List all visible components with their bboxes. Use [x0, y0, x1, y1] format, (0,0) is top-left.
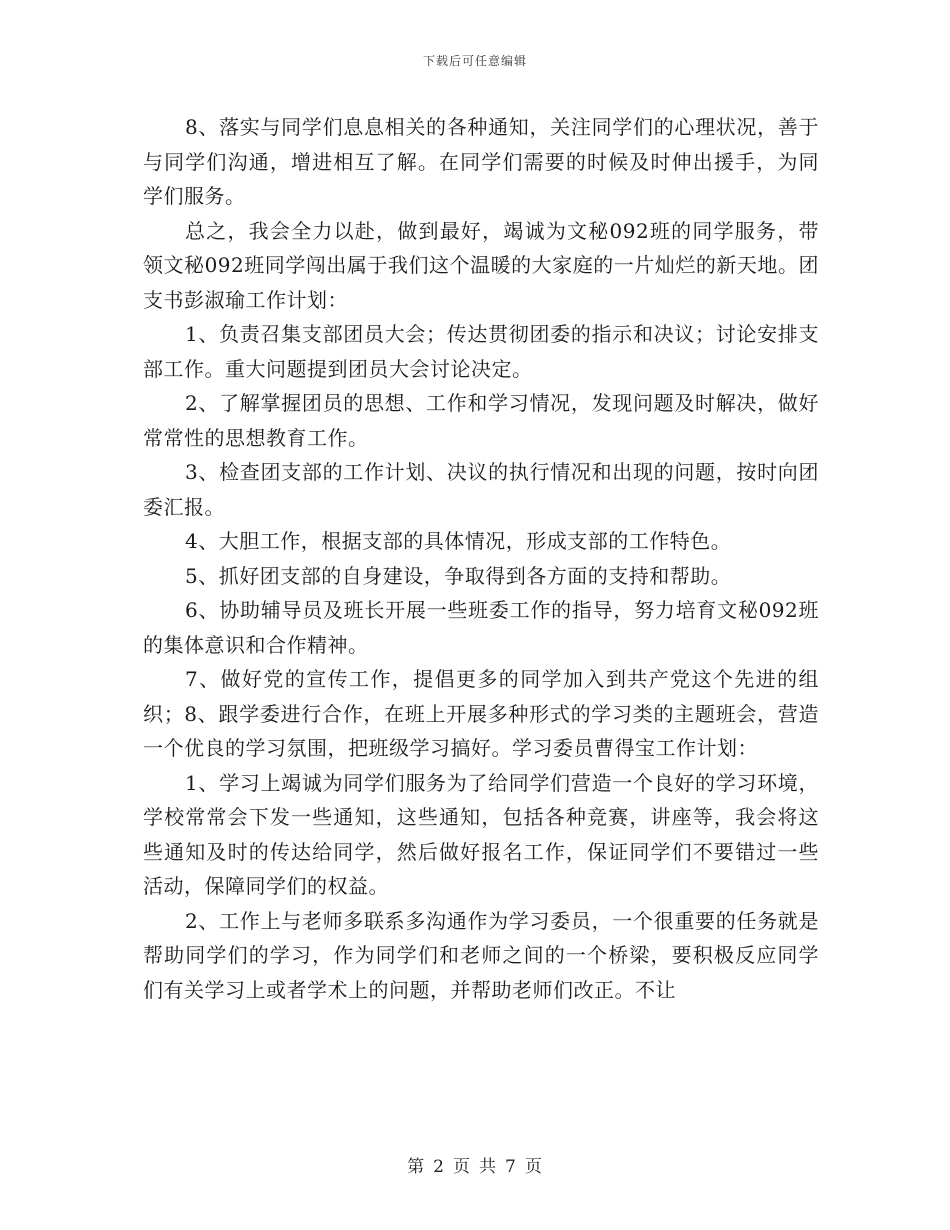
total-pages-number: 7: [505, 1157, 517, 1177]
paragraph: 2、工作上与老师多联系多沟通作为学习委员，一个很重要的任务就是帮助同学们的学习，作为同学们和老师之间的一个桥梁，要积极反应同学们有关学习上或者学术上的问题，并帮助老师们改正。不让: [143, 908, 819, 1002]
paragraph: 8、落实与同学们息息相关的各种通知，关注同学们的心理状况，善于与同学们沟通，增进相互了解。在同学们需要的时候及时伸出援手，为同学们服务。: [143, 115, 819, 208]
footer-page-word: 页: [453, 1157, 471, 1177]
page-header: 下载后可任意编辑: [422, 54, 527, 68]
paragraph: 7、做好党的宣传工作，提倡更多的同学加入到共产党这个先进的组织；8、跟学委进行合作，在班上开展多种形式的学习类的主题班会，营造一个优良的学习氛围，把班级学习搞好。学习委员曹得宝工作计划：: [143, 667, 819, 760]
paragraph: 5、抓好团支部的自身建设，争取得到各方面的支持和帮助。: [185, 563, 732, 588]
paragraph: 总之，我会全力以赴，做到最好，竭诚为文秘092班的同学服务，带领文秘092班同学闯出属于我们这个温暖的大家庭的一片灿烂的新天地。团支书彭淑瑜工作计划：: [143, 218, 819, 312]
footer-prefix: 第: [407, 1157, 426, 1177]
footer-suffix: 页: [524, 1157, 543, 1177]
paragraph: 1、学习上竭诚为同学们服务为了给同学们营造一个良好的学习环境，学校常常会下发一些通知，这些通知，包括各种竞赛，讲座等，我会将这些通知及时的传达给同学，然后做好报名工作，保证同学们不要错过一些活动，保障同学们的权益。: [143, 770, 819, 898]
paragraph: 1、负责召集支部团员大会；传达贯彻团委的指示和决议；讨论安排支部工作。重大问题提到团员大会讨论决定。: [143, 322, 819, 381]
paragraph: 6、协助辅导员及班长开展一些班委工作的指导，努力培育文秘092班的集体意识和合作精神。: [143, 598, 819, 657]
paragraph: 4、大胆工作，根据支部的具体情况，形成支部的工作特色。: [185, 529, 732, 553]
current-page-number: 2: [433, 1157, 445, 1177]
page-footer: [0, 1152, 950, 1177]
footer-total-word: 共: [479, 1157, 497, 1177]
paragraph: 3、检查团支部的工作计划、决议的执行情况和出现的问题，按时向团委汇报。: [143, 460, 819, 519]
paragraph: 2、了解掌握团员的思想、工作和学习情况，发现问题及时解决，做好常常性的思想教育工作。: [143, 391, 819, 450]
document-body: [143, 110, 819, 1007]
